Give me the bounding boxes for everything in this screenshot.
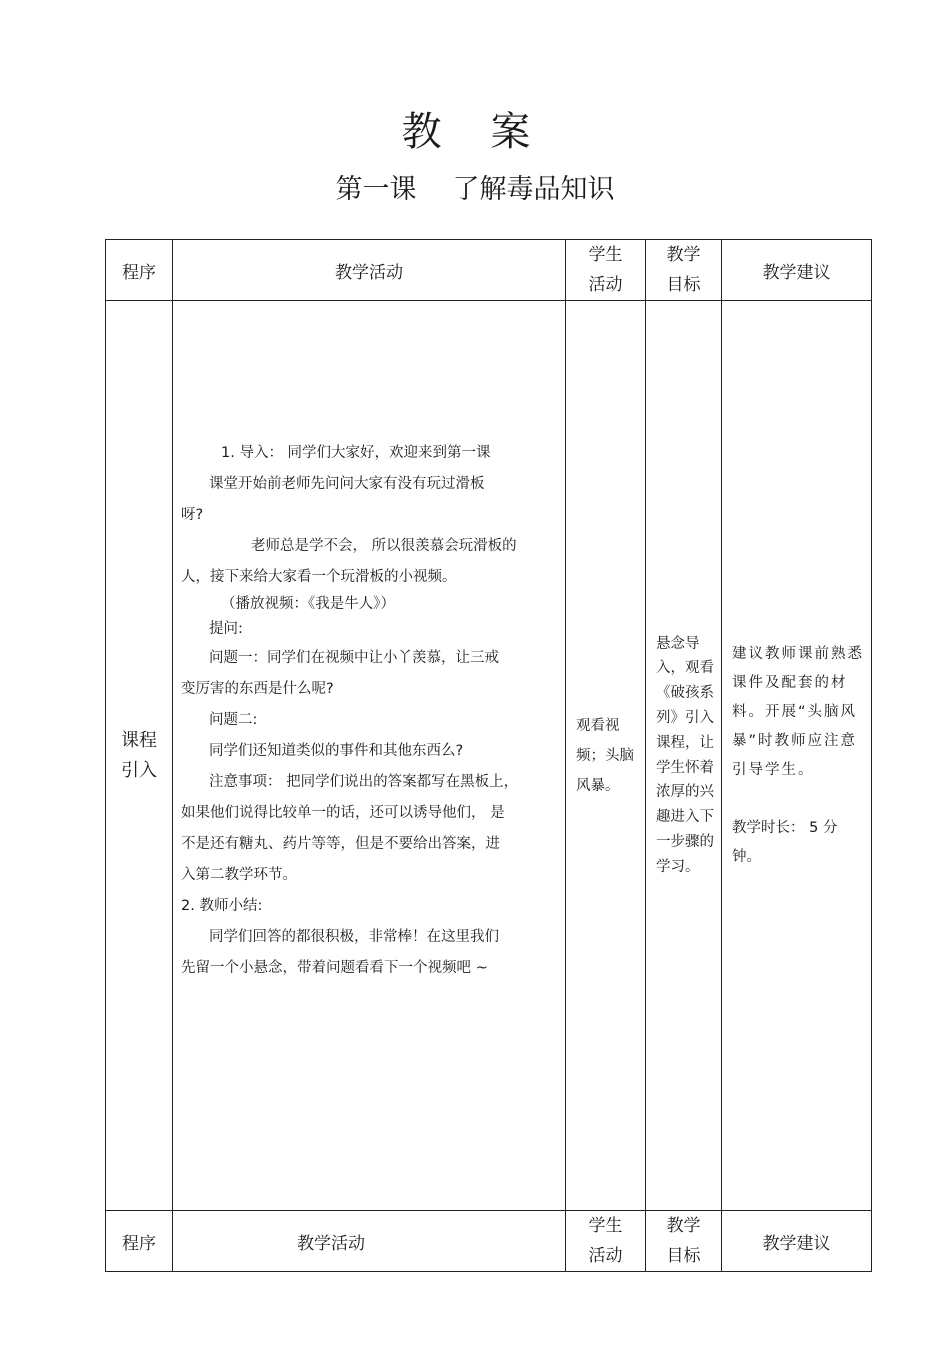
lesson-number: 第一课 xyxy=(335,174,417,205)
teaching-activity-cell xyxy=(173,301,566,1211)
table-header-row xyxy=(106,240,872,301)
activity-line: 呀? xyxy=(181,506,204,523)
activity-line: 问题一：同学们在视频中让小丫羡慕，让三戒 xyxy=(209,649,499,666)
header-teaching-suggestion: 教学建议 xyxy=(722,240,872,301)
header-student-activity-line1: 学生 xyxy=(588,1216,623,1236)
activity-line: 入第二教学环节。 xyxy=(181,866,297,883)
activity-line: 注意事项： 把同学们说出的答案都写在黑板上， xyxy=(209,773,519,790)
suggestion-duration: 教学时长： 5 分钟。 xyxy=(732,819,838,865)
lesson-plan-table xyxy=(105,239,872,1272)
activity-line: 1. 导入： 同学们大家好，欢迎来到第一课 xyxy=(221,444,491,461)
procedure-cell xyxy=(106,301,173,1211)
header-teaching-activity: 教学活动 xyxy=(173,240,566,301)
header-student-activity-line2: 活动 xyxy=(588,1246,623,1266)
activity-line: 同学们回答的都很积极，非常棒！在这里我们 xyxy=(209,928,499,945)
header-procedure: 程序 xyxy=(106,1211,173,1272)
header-teaching-goal-line2: 目标 xyxy=(666,1246,701,1266)
lesson-subtitle xyxy=(0,167,950,206)
header-student-activity-line2: 活动 xyxy=(588,275,623,295)
activity-line: 提问: xyxy=(209,620,243,637)
student-activity-cell: 观看视频；头脑风暴。 xyxy=(566,301,646,1211)
document-title: 教 案 xyxy=(401,109,549,155)
activity-line: 同学们还知道类似的事件和其他东西么? xyxy=(209,742,464,759)
header-teaching-activity: 教学活动 xyxy=(173,1211,566,1272)
teaching-suggestion-cell xyxy=(722,301,872,1211)
header-procedure: 程序 xyxy=(106,240,173,301)
activity-line: 不是还有糖丸、药片等等，但是不要给出答案，进 xyxy=(181,835,500,852)
table-row-course-intro xyxy=(106,301,872,1211)
table-header-row-repeat xyxy=(106,1211,872,1272)
activity-line: 人，接下来给大家看一个玩滑板的小视频。 xyxy=(181,568,457,585)
header-student-activity-line1: 学生 xyxy=(588,245,623,265)
header-teaching-goal xyxy=(646,1211,722,1272)
header-teaching-goal-line2: 目标 xyxy=(666,275,701,295)
activity-line: 老师总是学不会， 所以很羡慕会玩滑板的 xyxy=(251,537,517,554)
activity-line: 如果他们说得比较单一的话，还可以诱导他们， 是 xyxy=(181,804,505,821)
lesson-topic: 了解毒品知识 xyxy=(452,174,615,205)
activity-line: 问题二: xyxy=(209,711,258,728)
header-teaching-goal xyxy=(646,240,722,301)
header-teaching-goal-line1: 教学 xyxy=(666,245,701,265)
activity-line: 课堂开始前老师先问问大家有没有玩过滑板 xyxy=(209,475,485,492)
activity-line: 2. 教师小结: xyxy=(181,897,263,914)
header-teaching-goal-line1: 教学 xyxy=(666,1216,701,1236)
activity-line: 先留一个小悬念，带着问题看看下一个视频吧 ~ xyxy=(181,959,488,976)
procedure-line2: 引入 xyxy=(121,759,157,781)
teaching-goal-cell: 悬念导入，观看《破孩系列》引入课程，让学生怀着浓厚的兴趣进入下一步骤的学习。 xyxy=(646,301,722,1211)
header-student-activity xyxy=(566,1211,646,1272)
procedure-line1: 课程 xyxy=(121,729,157,751)
suggestion-text: 建议教师课前熟悉课件及配套的材料。开展“头脑风暴”时教师应注意引导学生。 xyxy=(732,645,864,778)
header-student-activity xyxy=(566,240,646,301)
header-teaching-suggestion: 教学建议 xyxy=(722,1211,872,1272)
activity-line: 变厉害的东西是什么呢? xyxy=(181,680,334,697)
activity-line: （播放视频：《我是牛人》） xyxy=(221,595,395,612)
